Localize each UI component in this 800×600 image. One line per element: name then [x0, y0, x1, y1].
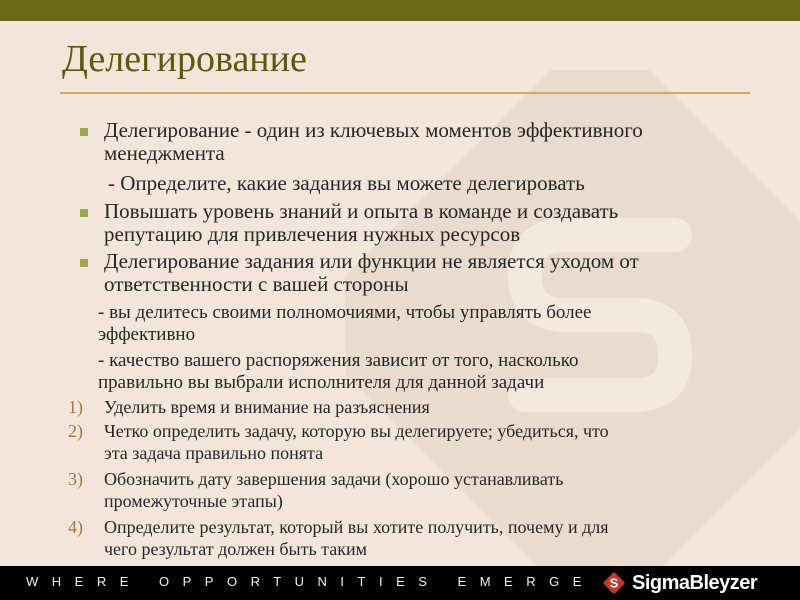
sigmableyzer-logo-icon — [602, 571, 626, 595]
list-item-line: промежуточные этапы) — [104, 491, 283, 511]
list-item-line: эффективно — [98, 324, 196, 345]
brand-name: SigmaBleyzer — [632, 571, 758, 594]
list-item-line: - качество вашего распоряжения зависит от того, насколько — [98, 350, 579, 371]
slide-title: Делегирование — [62, 38, 307, 80]
list-item-line: Повышать уровень знаний и опыта в команде и создавать — [104, 199, 619, 223]
list-item-line: ответственности с вашей стороны — [104, 272, 409, 296]
list-item-line: эта задача правильно понята — [104, 443, 324, 463]
brand — [602, 571, 757, 595]
list-item-line: - вы делитесь своими полномочиями, чтобы управлять более — [98, 302, 592, 323]
list-item-line: Уделить время и внимание на разъяснения — [104, 397, 430, 417]
footer-bar — [0, 566, 800, 600]
list-number: 4) — [68, 517, 83, 537]
bullet-marker — [80, 128, 88, 136]
bullet-marker — [80, 209, 88, 217]
list-item-line: Обозначить дату завершения задачи (хорошо устанавливать — [104, 469, 564, 489]
list-number: 1) — [68, 397, 83, 417]
list-item-line: - Определите, какие задания вы можете делегировать — [108, 171, 585, 195]
list-item-line: Делегирование - один из ключевых моментов эффективного — [104, 118, 643, 142]
list-item-line: Делегирование задания или функции не является уходом от — [104, 249, 639, 273]
bullet-marker — [80, 259, 88, 267]
list-number: 3) — [68, 469, 83, 489]
footer-tagline: WHERE OPPORTUNITIES EMERGE — [26, 574, 595, 589]
list-item-line: чего результат должен быть таким — [104, 539, 368, 559]
list-item-line: репутацию для привлечения нужных ресурсов — [104, 222, 521, 246]
list-item-line: Четко определить задачу, которую вы делегируете; убедиться, что — [104, 421, 609, 441]
svg-text:S: S — [609, 575, 619, 591]
list-item-line: Определите результат, который вы хотите получить, почему и для — [104, 517, 609, 537]
list-number: 2) — [68, 421, 83, 441]
list-item-line: правильно вы выбрали исполнителя для данной задачи — [98, 372, 545, 393]
list-item-line: менеджмента — [104, 141, 225, 165]
